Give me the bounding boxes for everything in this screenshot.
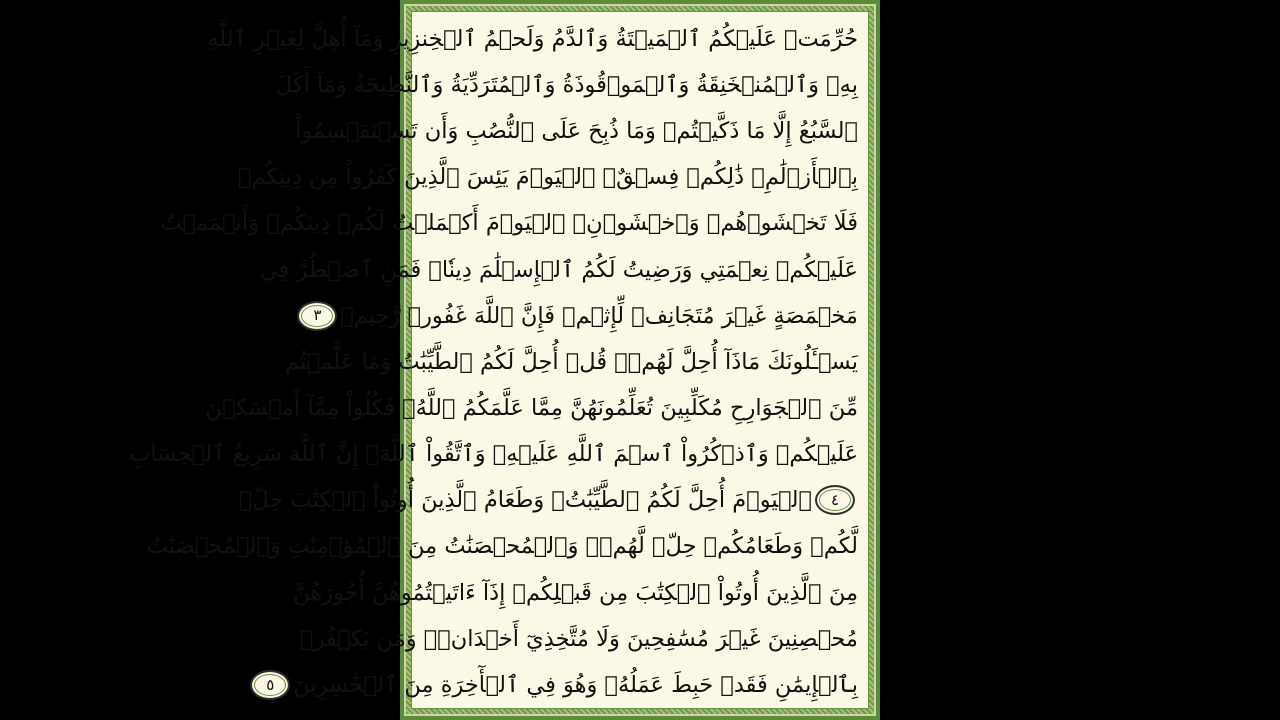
verse-line-text: عَلَيۡكُمۡ نِعۡمَتِي وَرَضِيتُ لَكُمُ ٱلۡإِسۡلَٰمَ دِينٗاۚ فَمَنِ ٱضۡطُرَّ فِي	[259, 256, 858, 283]
verse-line	[259, 247, 858, 293]
verse-line	[237, 154, 858, 200]
verse-line-text: ٱلسَّبُعُ إِلَّا مَا ذَكَّيۡتُمۡ وَمَا ذُبِحَ عَلَى ٱلنُّصُبِ وَأَن تَسۡتَقۡسِمُواْ	[295, 118, 858, 145]
verse-line	[285, 339, 858, 385]
verse-line	[299, 616, 858, 662]
verse-line-text: بِٱلۡأَزۡلَٰمِۚ ذَٰلِكُمۡ فِسۡقٌۗ ٱلۡيَوۡمَ يَئِسَ ٱلَّذِينَ كَفَرُواْ مِن دِينِكُمۡ	[237, 164, 858, 191]
verse-line-text: مَخۡمَصَةٍ غَيۡرَ مُتَجَانِفٖ لِّإِثۡمٖ فَإِنَّ ٱللَّهَ غَفُورٞ رَّحِيمٞ	[340, 302, 858, 329]
verse-line-text: عَلَيۡكُمۡ وَٱذۡكُرُواْ ٱسۡمَ ٱللَّهِ عَلَيۡهِۖ وَٱتَّقُواْ ٱللَّهَۚ إِنَّ ٱللَّهَ سَرِيعُ ٱلۡحِسَابِ	[129, 441, 858, 468]
verse-line	[293, 570, 858, 616]
verse-line	[207, 16, 858, 62]
verse-line-text: بِٱلۡإِيمَٰنِ فَقَدۡ حَبِطَ عَمَلُهُۥ وَهُوَ فِي ٱلۡأٓخِرَةِ مِنَ ٱلۡخَٰسِرِينَ	[293, 671, 858, 698]
verse-line-text: يَسۡـَٔلُونَكَ مَاذَآ أُحِلَّ لَهُمۡۖ قُلۡ أُحِلَّ لَكُمُ ٱلطَّيِّبَٰتُ وَمَا عَلَّمۡتُم	[285, 348, 858, 375]
verse-line	[266, 662, 858, 708]
verse-line	[313, 293, 858, 339]
verse-line-text: مُحۡصِنِينَ غَيۡرَ مُسَٰفِحِينَ وَلَا مُتَّخِذِيٓ أَخۡدَانٖۗ وَمَن يَكۡفُرۡ	[299, 625, 858, 652]
mushaf-page-frame	[129, 0, 880, 720]
verse-line-text: لَّكُمۡ وَطَعَامُكُمۡ حِلّٞ لَّهُمۡۖ وَٱلۡمُحۡصَنَٰتُ مِنَ ٱلۡمُؤۡمِنَٰتِ وَٱلۡمُحۡصَنَٰتُ	[146, 533, 858, 560]
verse-line	[146, 524, 858, 570]
ayah-number-marker: ٣	[297, 301, 337, 331]
verse-line	[160, 201, 858, 247]
verse-line-text: حُرِّمَتۡ عَلَيۡكُمُ ٱلۡمَيۡتَةُ وَٱلدَّمُ وَلَحۡمُ ٱلۡخِنزِيرِ وَمَآ أُهِلَّ لِغَيۡرِ ٱللَّهِ	[207, 25, 858, 52]
verse-line-text: مِّنَ ٱلۡجَوَارِحِ مُكَلِّبِينَ تُعَلِّمُونَهُنَّ مِمَّا عَلَّمَكُمُ ٱللَّهُۖ فَكُلُواْ مِمَّآ أَمۡسَكۡنَ	[205, 394, 858, 421]
verse-line-text: بِهِۦ وَٱلۡمُنۡخَنِقَةُ وَٱلۡمَوۡقُوذَةُ وَٱلۡمُتَرَدِّيَةُ وَٱلنَّطِيحَةُ وَمَآ أَكَلَ	[275, 71, 858, 98]
verse-line	[129, 431, 858, 477]
decorative-border	[129, 4, 876, 716]
verse-line-text: ٱلۡيَوۡمَ أُحِلَّ لَكُمُ ٱلطَّيِّبَٰتُۖ وَطَعَامُ ٱلَّذِينَ أُوتُواْ ٱلۡكِتَٰبَ حِلّٞ	[238, 487, 812, 514]
verse-line	[205, 385, 858, 431]
verse-line	[295, 108, 858, 154]
ayah-number-marker: ٤	[815, 485, 855, 515]
verse-line-text: فَلَا تَخۡشَوۡهُمۡ وَٱخۡشَوۡنِۚ ٱلۡيَوۡمَ أَكۡمَلۡتُ لَكُمۡ دِينَكُمۡ وَأَتۡمَمۡتُ	[160, 210, 858, 237]
verse-line	[275, 62, 858, 108]
mushaf-page	[129, 11, 869, 709]
verse-line	[238, 477, 858, 523]
verse-line-text: مِنَ ٱلَّذِينَ أُوتُواْ ٱلۡكِتَٰبَ مِن قَبۡلِكُمۡ إِذَآ ءَاتَيۡتُمُوهُنَّ أُجُورَهُنَّ	[293, 579, 858, 606]
ayah-number-marker: ٥	[250, 670, 290, 700]
